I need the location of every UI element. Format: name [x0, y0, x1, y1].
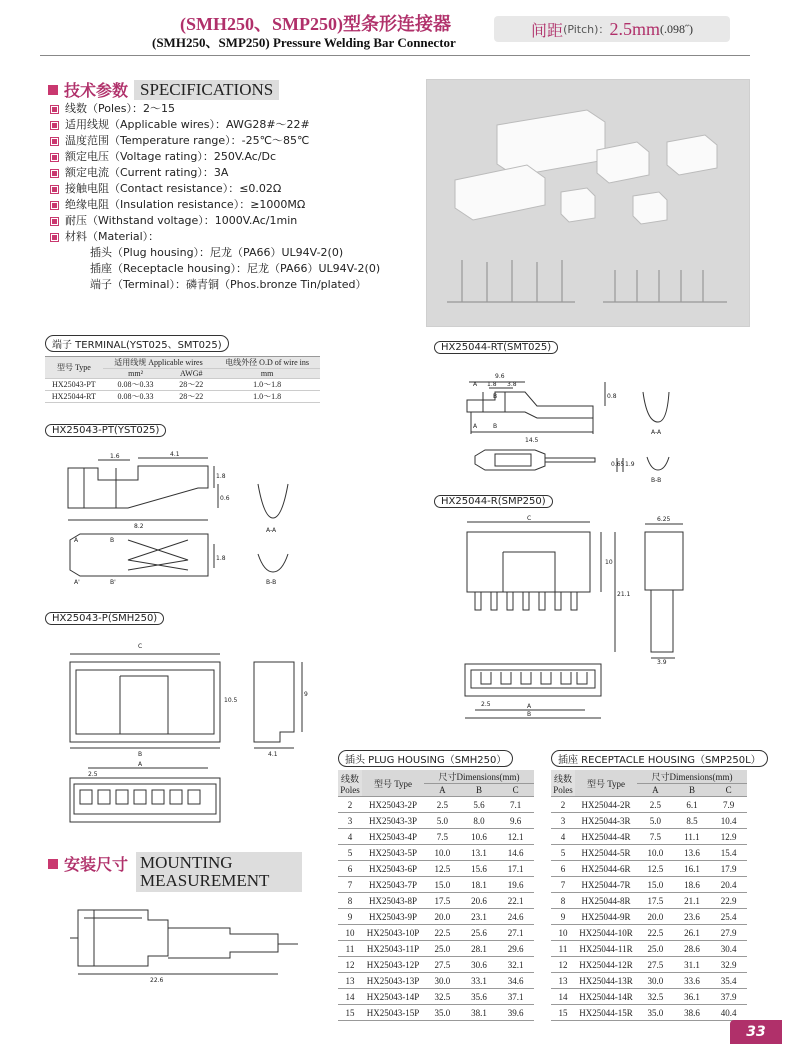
cell-poles: 10: [551, 925, 575, 941]
material-receptacle: 插座（Receptacle housing）：尼龙（PA66）UL94V-2(0): [90, 262, 381, 275]
product-photo: [426, 79, 750, 327]
svg-text:22.6: 22.6: [150, 977, 164, 984]
cell-type: HX25043-2P: [362, 797, 424, 813]
cell-dim: 13.1: [461, 845, 498, 861]
cell-dim: 35.0: [424, 1005, 461, 1021]
pitch-label: (Pitch)：: [563, 23, 610, 36]
r-receptacle-drawing: [455, 512, 690, 722]
svg-text:2.5: 2.5: [88, 771, 98, 778]
spec-item: 绝缘电阻（Insulation resistance）：≥1000MΩ: [50, 197, 380, 213]
spec-item: 温度范围（Temperature range）：-25℃～85℃: [50, 133, 380, 149]
svg-text:0.6: 0.6: [220, 495, 230, 502]
cell-dim: 5.6: [461, 797, 498, 813]
table-row: [338, 1005, 534, 1021]
cell-dim: 15.0: [637, 877, 674, 893]
cell-dim: 5.0: [424, 813, 461, 829]
table-row: [551, 925, 747, 941]
table-row: [338, 989, 534, 1005]
svg-text:A: A: [138, 761, 143, 768]
table-row: HX25043-PT 0.08～0.33 28～22 1.0～1.8: [45, 379, 320, 391]
cell-type: HX25044-6R: [575, 861, 637, 877]
cell-dim: 15.4: [710, 845, 747, 861]
cell-dim: 38.6: [674, 1005, 711, 1021]
spec-item: 耐压（Withstand voltage）：1000V.Ac/1min: [50, 213, 380, 229]
cell-type: HX25043-7P: [362, 877, 424, 893]
connector-photo-illustration: [427, 80, 749, 326]
cell-dim: 27.5: [424, 957, 461, 973]
th-poles: 线数 Poles: [551, 770, 575, 797]
th-type: 型号 Type: [362, 770, 424, 797]
rt-tag: HX25044-RT(SMT025): [434, 341, 558, 354]
cell-dim: 30.0: [637, 973, 674, 989]
th-dim: 尺寸Dimensions(mm): [424, 770, 534, 784]
svg-text:1.9: 1.9: [625, 461, 635, 468]
cell-dim: 8.5: [674, 813, 711, 829]
cell-poles: 12: [551, 957, 575, 973]
cell-type: HX25043-15P: [362, 1005, 424, 1021]
cell-poles: 4: [551, 829, 575, 845]
cell-type: HX25043-12P: [362, 957, 424, 973]
cell-dim: 25.6: [461, 925, 498, 941]
table-row: [338, 909, 534, 925]
cell-dim: 13.6: [674, 845, 711, 861]
cell-type: HX25044-15R: [575, 1005, 637, 1021]
svg-text:3.8: 3.8: [507, 381, 517, 388]
svg-text:C: C: [138, 643, 143, 650]
table-row: [551, 797, 747, 813]
svg-text:0.65: 0.65: [611, 461, 625, 468]
svg-text:3.9: 3.9: [657, 659, 667, 666]
svg-text:0.8: 0.8: [607, 393, 617, 400]
table-row: [551, 909, 747, 925]
svg-text:10: 10: [605, 559, 613, 566]
cell-type: HX25044-5R: [575, 845, 637, 861]
bullet-icon: [50, 233, 59, 242]
specs-heading-cn: 技术参数: [64, 81, 129, 100]
table-row: [338, 797, 534, 813]
svg-text:4.1: 4.1: [170, 451, 180, 458]
cell-type: HX25044-7R: [575, 877, 637, 893]
pitch-cn: 间距: [531, 20, 564, 40]
cell-poles: 14: [338, 989, 362, 1005]
cell-dim: 18.1: [461, 877, 498, 893]
th-type: 型号 Type: [45, 357, 103, 379]
table-row: [551, 989, 747, 1005]
cell-dim: 22.1: [497, 893, 534, 909]
table-row: [338, 941, 534, 957]
cell-type: HX25044-3R: [575, 813, 637, 829]
cell-type: HX25044-13R: [575, 973, 637, 989]
cell-dim: 25.0: [424, 941, 461, 957]
table-row: [551, 829, 747, 845]
mounting-heading-cn: 安装尺寸: [64, 855, 129, 874]
svg-text:14.5: 14.5: [525, 437, 539, 444]
svg-text:9: 9: [304, 691, 308, 698]
table-row: [551, 973, 747, 989]
th-od: 电线外径 O.D of wire ins: [214, 357, 320, 369]
cell-type: HX25044-11R: [575, 941, 637, 957]
cell-type: HX25043-8P: [362, 893, 424, 909]
cell-dim: 38.1: [461, 1005, 498, 1021]
p-tag: HX25043-P(SMH250): [45, 612, 164, 625]
cell-dim: 32.9: [710, 957, 747, 973]
plug-table: 线数 Poles 型号 Type 尺寸Dimensions(mm) A B C 2 HX25043-2P 2.5 5.6 7.1 3 HX25043-3P 5.0 8.0 9.6 4 HX25043-4P 7.5 10.6 12.1 5 HX25043-5P 10.0 13.1 14.6 6 HX25043-6P 12.5 15.6 17.1 7 HX25043-7P 15.0 18.1 19.6 8 HX25043-8P 17.5 20.6 22.1 9 HX25043-9P 20.0 23.1 24.6 10 HX25043-10P 22.5 25.6 27.1 11 HX25043-11P 25.0 28.1 29.6 12 HX25043-12P 27.5 30.6 32.1 13 HX25043-13P 30.0 33.1 34.6 14 HX25043-14P 32.5 35.6 37.1 15 HX25043-15P 35.0 38.1 39.6: [338, 770, 534, 1021]
th-type: 型号 Type: [575, 770, 637, 797]
svg-text:8.2: 8.2: [134, 523, 144, 530]
cell-poles: 3: [338, 813, 362, 829]
cell-type: HX25043-9P: [362, 909, 424, 925]
specs-heading: [48, 78, 279, 101]
cell-dim: 9.6: [497, 813, 534, 829]
cell-type: HX25043-3P: [362, 813, 424, 829]
svg-text:B': B': [110, 579, 116, 586]
cell-poles: 7: [338, 877, 362, 893]
cell-dim: 14.6: [497, 845, 534, 861]
cell-type: HX25043-13P: [362, 973, 424, 989]
material-terminal: 端子（Terminal）：磷青铜（Phos.bronze Tin/plated）: [90, 278, 367, 291]
cell-dim: 7.5: [637, 829, 674, 845]
cell-dim: 25.4: [710, 909, 747, 925]
cell-dim: 23.6: [674, 909, 711, 925]
cell-dim: 17.9: [710, 861, 747, 877]
table-row: [338, 893, 534, 909]
terminal-tag: 端子 TERMINAL(YST025、SMT025): [45, 335, 229, 352]
cell-poles: 5: [338, 845, 362, 861]
cell-dim: 5.0: [637, 813, 674, 829]
table-row: [551, 845, 747, 861]
cell-dim: 29.6: [497, 941, 534, 957]
cell-dim: 10.0: [637, 845, 674, 861]
cell-dim: 26.1: [674, 925, 711, 941]
cell-dim: 37.9: [710, 989, 747, 1005]
cell-dim: 27.9: [710, 925, 747, 941]
rec-table-tag: 插座 RECEPTACLE HOUSING（SMP250L）: [551, 750, 768, 767]
cell-dim: 12.5: [424, 861, 461, 877]
cell-poles: 11: [551, 941, 575, 957]
cell-poles: 12: [338, 957, 362, 973]
bullet-icon: [50, 121, 59, 130]
cell-dim: 40.4: [710, 1005, 747, 1021]
cell-poles: 6: [338, 861, 362, 877]
cell-dim: 22.5: [424, 925, 461, 941]
cell-dim: 32.1: [497, 957, 534, 973]
mounting-heading: [48, 852, 128, 875]
cell-dim: 35.4: [710, 973, 747, 989]
spec-item: 线数（Poles）：2～15: [50, 101, 380, 117]
bullet-square-icon: [48, 85, 58, 95]
cell-poles: 13: [551, 973, 575, 989]
cell-dim: 30.6: [461, 957, 498, 973]
cell-poles: 9: [551, 909, 575, 925]
bullet-icon: [50, 169, 59, 178]
plug-table-tag: 插头 PLUG HOUSING（SMH250）: [338, 750, 513, 767]
pitch-value: 2.5mm: [609, 18, 660, 39]
cell-dim: 34.6: [497, 973, 534, 989]
svg-text:6.25: 6.25: [657, 516, 671, 523]
cell-type: HX25043-5P: [362, 845, 424, 861]
svg-text:B: B: [493, 423, 498, 430]
svg-text:10.5: 10.5: [224, 697, 238, 704]
rec-table: 线数 Poles 型号 Type 尺寸Dimensions(mm) A B C 2 HX25044-2R 2.5 6.1 7.9 3 HX25044-3R 5.0 8.5 10.4 4 HX25044-4R 7.5 11.1 12.9 5 HX25044-5R 10.0 13.6 15.4 6 HX25044-6R 12.5 16.1 17.9 7 HX25044-7R 15.0 18.6 20.4 8 HX25044-8R 17.5 21.1 22.9 9 HX25044-9R 20.0 23.6 25.4 10 HX25044-10R 22.5 26.1 27.9 11 HX25044-11R 25.0 28.6 30.4 12 HX25044-12R 27.5 31.1 32.9 13 HX25044-13R 30.0 33.6 35.4 14 HX25044-14R 32.5 36.1 37.9 15 HX25044-15R 35.0 38.6 40.4: [551, 770, 747, 1021]
cell-dim: 22.9: [710, 893, 747, 909]
mounting-heading-en: MOUNTING MEASUREMENT: [136, 852, 302, 892]
svg-text:B-B: B-B: [266, 579, 277, 586]
svg-text:A: A: [527, 703, 532, 710]
r-tag: HX25044-R(SMP250): [434, 495, 553, 508]
table-row: [551, 893, 747, 909]
svg-text:4.1: 4.1: [268, 751, 278, 758]
bullet-icon: [50, 137, 59, 146]
pt-terminal-drawing: [58, 448, 308, 598]
bullet-icon: [50, 201, 59, 210]
cell-dim: 17.5: [424, 893, 461, 909]
cell-dim: 16.1: [674, 861, 711, 877]
cell-dim: 12.1: [497, 829, 534, 845]
cell-type: HX25044-8R: [575, 893, 637, 909]
cell-poles: 10: [338, 925, 362, 941]
cell-dim: 8.0: [461, 813, 498, 829]
table-row: [551, 1005, 747, 1021]
material-plug: 插头（Plug housing）：尼龙（PA66）UL94V-2(0): [90, 246, 344, 259]
cell-poles: 2: [551, 797, 575, 813]
rt-terminal-drawing: [455, 362, 675, 492]
table-row: [338, 829, 534, 845]
svg-text:B: B: [110, 537, 115, 544]
cell-dim: 7.5: [424, 829, 461, 845]
th-dim: 尺寸Dimensions(mm): [637, 770, 747, 784]
cell-dim: 10.6: [461, 829, 498, 845]
table-row: [551, 813, 747, 829]
cell-type: HX25043-11P: [362, 941, 424, 957]
cell-dim: 33.6: [674, 973, 711, 989]
svg-text:B: B: [493, 393, 498, 400]
cell-type: HX25044-12R: [575, 957, 637, 973]
cell-dim: 39.6: [497, 1005, 534, 1021]
cell-dim: 23.1: [461, 909, 498, 925]
table-row: [338, 877, 534, 893]
table-row: [551, 957, 747, 973]
svg-text:A: A: [473, 381, 478, 388]
svg-text:A-A: A-A: [651, 429, 662, 436]
table-row: [338, 973, 534, 989]
cell-type: HX25044-9R: [575, 909, 637, 925]
cell-dim: 30.4: [710, 941, 747, 957]
table-row: [551, 861, 747, 877]
cell-type: HX25044-2R: [575, 797, 637, 813]
cell-poles: 3: [551, 813, 575, 829]
spec-item: 额定电压（Voltage rating）：250V.Ac/Dc: [50, 149, 380, 165]
svg-text:21.1: 21.1: [617, 591, 631, 598]
header-divider: [40, 55, 750, 56]
bullet-square-icon: [48, 859, 58, 869]
cell-dim: 35.0: [637, 1005, 674, 1021]
cell-dim: 37.1: [497, 989, 534, 1005]
table-row: [551, 877, 747, 893]
table-row: [551, 941, 747, 957]
spec-item: 材料（Material）：: [50, 229, 380, 245]
pitch-badge: [494, 16, 730, 42]
cell-poles: 8: [338, 893, 362, 909]
cell-dim: 15.0: [424, 877, 461, 893]
svg-text:1.6: 1.6: [110, 453, 120, 460]
svg-text:9.6: 9.6: [495, 373, 505, 380]
terminal-table: 型号 Type 适用线规 Applicable wires 电线外径 O.D of wire ins mm² AWG# mm HX25043-PT 0.08～0.33 28～22 1.0～1.8 HX25044-RT 0.08～0.33 28～22 1.0～1.8: [45, 357, 320, 403]
cell-dim: 21.1: [674, 893, 711, 909]
cell-poles: 14: [551, 989, 575, 1005]
specs-heading-en: SPECIFICATIONS: [134, 80, 279, 100]
cell-dim: 36.1: [674, 989, 711, 1005]
cell-type: HX25044-10R: [575, 925, 637, 941]
cell-dim: 30.0: [424, 973, 461, 989]
cell-poles: 6: [551, 861, 575, 877]
bullet-icon: [50, 185, 59, 194]
spec-item: 额定电流（Current rating）：3A: [50, 165, 380, 181]
table-row: [338, 957, 534, 973]
cell-dim: 7.9: [710, 797, 747, 813]
cell-dim: 33.1: [461, 973, 498, 989]
spec-item: 接触电阻（Contact resistance）：≤0.02Ω: [50, 181, 380, 197]
cell-type: HX25044-4R: [575, 829, 637, 845]
svg-text:1.8: 1.8: [216, 473, 226, 480]
page-subtitle: (SMH250、SMP250) Pressure Welding Bar Connector: [152, 35, 456, 50]
cell-dim: 20.0: [637, 909, 674, 925]
cell-dim: 32.5: [424, 989, 461, 1005]
svg-text:C: C: [527, 515, 532, 522]
cell-dim: 17.5: [637, 893, 674, 909]
terminal-table-wrap: [45, 356, 320, 403]
table-row: HX25044-RT 0.08～0.33 28～22 1.0～1.8: [45, 391, 320, 403]
cell-dim: 12.5: [637, 861, 674, 877]
cell-poles: 2: [338, 797, 362, 813]
cell-dim: 2.5: [637, 797, 674, 813]
page-title: (SMH250、SMP250)型条形连接器: [180, 14, 451, 34]
cell-poles: 8: [551, 893, 575, 909]
bullet-icon: [50, 105, 59, 114]
svg-text:B: B: [527, 711, 532, 718]
svg-text:1.8: 1.8: [487, 381, 497, 388]
th-wires: 适用线规 Applicable wires: [103, 357, 214, 369]
cell-dim: 20.6: [461, 893, 498, 909]
cell-poles: 13: [338, 973, 362, 989]
cell-poles: 7: [551, 877, 575, 893]
cell-dim: 10.0: [424, 845, 461, 861]
rec-table-wrap: [551, 770, 747, 1021]
cell-dim: 7.1: [497, 797, 534, 813]
spec-item: 适用线规（Applicable wires）：AWG28#～22#: [50, 117, 380, 133]
svg-text:A: A: [473, 423, 478, 430]
svg-text:A-A: A-A: [266, 527, 277, 534]
cell-poles: 9: [338, 909, 362, 925]
specs-list: [50, 101, 380, 293]
cell-poles: 15: [338, 1005, 362, 1021]
cell-type: HX25044-14R: [575, 989, 637, 1005]
cell-dim: 15.6: [461, 861, 498, 877]
cell-dim: 22.5: [637, 925, 674, 941]
cell-dim: 27.5: [637, 957, 674, 973]
cell-dim: 17.1: [497, 861, 534, 877]
cell-dim: 32.5: [637, 989, 674, 1005]
svg-text:B-B: B-B: [651, 477, 662, 484]
svg-text:A': A': [74, 579, 80, 586]
pitch-inch: (.098˝): [659, 21, 693, 36]
svg-text:2.5: 2.5: [481, 701, 491, 708]
cell-poles: 11: [338, 941, 362, 957]
svg-text:A: A: [74, 537, 79, 544]
bullet-icon: [50, 217, 59, 226]
page-number: 33: [730, 1020, 782, 1044]
cell-dim: 20.0: [424, 909, 461, 925]
cell-dim: 6.1: [674, 797, 711, 813]
cell-type: HX25043-4P: [362, 829, 424, 845]
cell-dim: 12.9: [710, 829, 747, 845]
cell-dim: 27.1: [497, 925, 534, 941]
cell-dim: 25.0: [637, 941, 674, 957]
cell-type: HX25043-10P: [362, 925, 424, 941]
bullet-icon: [50, 153, 59, 162]
cell-poles: 4: [338, 829, 362, 845]
cell-dim: 18.6: [674, 877, 711, 893]
cell-dim: 28.1: [461, 941, 498, 957]
table-row: [338, 845, 534, 861]
mounting-drawing: [58, 900, 318, 990]
cell-dim: 24.6: [497, 909, 534, 925]
cell-type: HX25043-6P: [362, 861, 424, 877]
table-row: [338, 861, 534, 877]
table-row: [338, 925, 534, 941]
cell-dim: 20.4: [710, 877, 747, 893]
cell-poles: 15: [551, 1005, 575, 1021]
cell-dim: 35.6: [461, 989, 498, 1005]
pt-tag: HX25043-PT(YST025): [45, 424, 166, 437]
cell-dim: 31.1: [674, 957, 711, 973]
cell-poles: 5: [551, 845, 575, 861]
cell-dim: 11.1: [674, 829, 711, 845]
cell-type: HX25043-14P: [362, 989, 424, 1005]
cell-dim: 10.4: [710, 813, 747, 829]
cell-dim: 2.5: [424, 797, 461, 813]
svg-text:1.8: 1.8: [216, 555, 226, 562]
plug-table-wrap: [338, 770, 534, 1021]
cell-dim: 28.6: [674, 941, 711, 957]
svg-text:B: B: [138, 751, 143, 758]
p-plug-drawing: [58, 636, 318, 846]
table-row: [338, 813, 534, 829]
th-poles: 线数 Poles: [338, 770, 362, 797]
cell-dim: 19.6: [497, 877, 534, 893]
